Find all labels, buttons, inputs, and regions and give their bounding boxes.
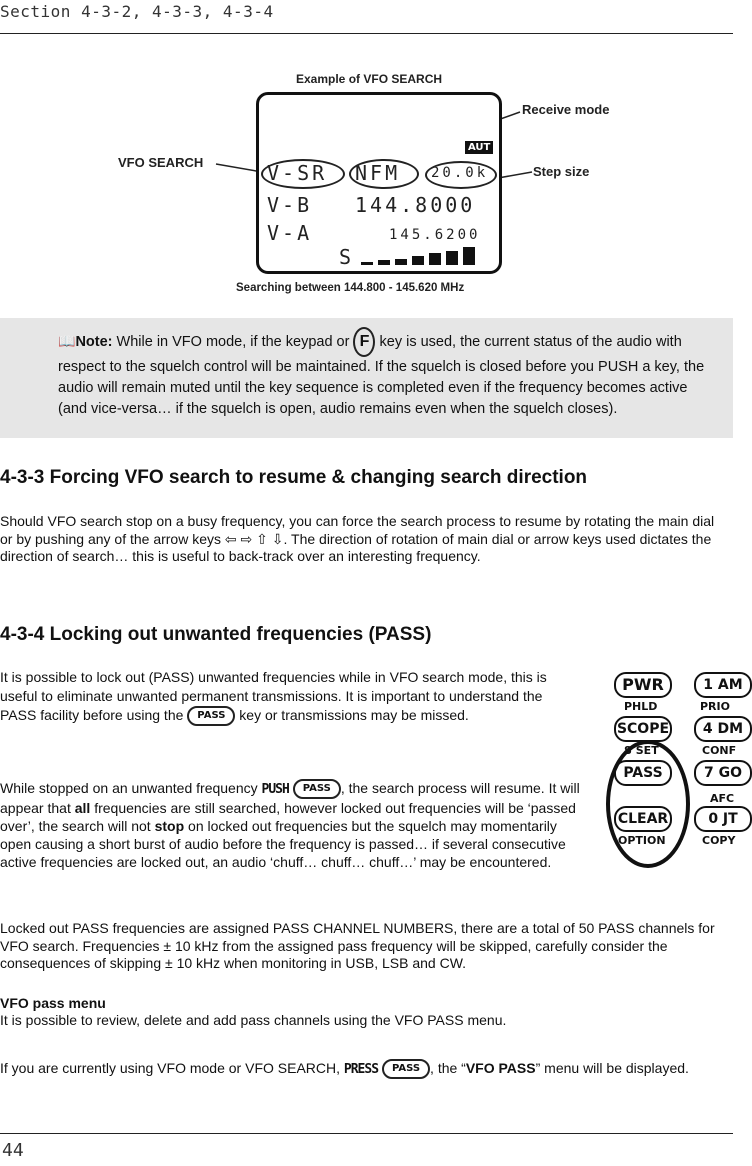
lcd-mode: V-SR bbox=[267, 161, 328, 185]
callout-vfo-search: VFO SEARCH bbox=[118, 155, 204, 170]
pass-key: PASS bbox=[614, 760, 672, 786]
signal-meter bbox=[361, 247, 479, 265]
signal-bar bbox=[378, 260, 390, 265]
sset-label: S SET bbox=[624, 744, 659, 757]
pass-key-icon-3: PASS bbox=[382, 1059, 430, 1079]
para-434-2 bbox=[0, 779, 582, 871]
section-header: Section 4-3-2, 4-3-3, 4-3-4 bbox=[0, 2, 274, 21]
copy-label: COPY bbox=[702, 834, 736, 847]
para-434-4: It is possible to review, delete and add pass channels using the VFO PASS menu. bbox=[0, 1012, 507, 1028]
para-434-5b: , the “ bbox=[430, 1060, 466, 1076]
note-icon: 📖 bbox=[58, 332, 76, 349]
para-434-3: Locked out PASS frequencies are assigned PASS CHANNEL NUMBERS, there are a total of 50 PASS channels for VFO search. Frequencies ± 10 kHz from the assigned pass frequency will be skipped, carefully consider the consequences of skipping ± 10 kHz when monitoring in USB, LSB and CW. bbox=[0, 920, 715, 971]
option-label: OPTION bbox=[618, 834, 666, 847]
lcd-rx-mode: NFM bbox=[355, 161, 401, 185]
signal-bar bbox=[429, 253, 441, 265]
key-1: 1 AM bbox=[694, 672, 752, 698]
signal-bar bbox=[446, 251, 458, 265]
pass-key-icon: PASS bbox=[187, 706, 235, 726]
figure-title: Example of VFO SEARCH bbox=[296, 72, 443, 86]
signal-bar bbox=[463, 247, 475, 265]
lcd-vfo-b-freq: 144.8000 bbox=[355, 193, 476, 217]
lcd-signal-label: S bbox=[339, 245, 355, 269]
key-0: 0 JT bbox=[694, 806, 752, 832]
footer-rule bbox=[0, 1133, 733, 1134]
signal-bar bbox=[395, 259, 407, 265]
note-text-c: audio with respect to the squelch control will be maintained. If the squelch is closed before you PUSH a key, the audio will remain muted until the key sequence is completed even if the frequency becomes active (and vice-versa… if the squelch is open, audio remains even when the squelch closes). bbox=[58, 333, 705, 417]
para-433: Should VFO search stop on a busy frequency, you can force the search process to resume by rotating the main dial or by pushing any of the arrow keys ⇦ ⇨ ⇧ ⇩. The direction of rotation of main dial or arrow keys used dictates the direction of search… this is useful to back-track over an interesting frequency. bbox=[0, 513, 715, 564]
key-4: 4 DM bbox=[694, 716, 752, 742]
f-key-icon: F bbox=[353, 327, 375, 357]
para-434-2c: frequencies are still searched, however locked out frequencies will be ‘passed over’, the search will not bbox=[0, 800, 576, 835]
para-434-5c: ” menu will be displayed. bbox=[535, 1060, 689, 1076]
figure-caption: Searching between 144.800 - 145.620 MHz bbox=[236, 282, 465, 294]
signal-bar bbox=[412, 256, 424, 265]
note-text-a: While in VFO mode, if the keypad or bbox=[116, 333, 350, 350]
vfo-pass-menu-heading: VFO pass menu bbox=[0, 995, 106, 1011]
afc-label: AFC bbox=[710, 792, 735, 805]
push-graphic: PUSH bbox=[261, 782, 289, 797]
para-434-5a: If you are currently using VFO mode or VFO SEARCH, bbox=[0, 1060, 341, 1076]
aut-indicator: AUT bbox=[465, 141, 493, 154]
key-7: 7 GO bbox=[694, 760, 752, 786]
note-text bbox=[58, 327, 718, 420]
clear-key: CLEAR bbox=[614, 806, 672, 832]
lcd-display bbox=[256, 92, 502, 274]
prio-label: PRIO bbox=[700, 700, 730, 713]
press-graphic: PRESS bbox=[343, 1062, 379, 1077]
lcd-vfo-a-label: V-A bbox=[267, 221, 313, 245]
para-434-1 bbox=[0, 668, 582, 726]
signal-bar bbox=[361, 262, 373, 265]
lcd-vfo-b-label: V-B bbox=[267, 193, 313, 217]
heading-433: 4-3-3 Forcing VFO search to resume & changing search direction bbox=[0, 467, 588, 488]
para-434-2b: , the search process will resume. It will appear that bbox=[0, 780, 580, 817]
keypad-illustration bbox=[598, 666, 744, 862]
para-434-2-all: all bbox=[74, 800, 91, 817]
lcd-step: 20.0k bbox=[431, 165, 489, 181]
para-434-2a: While stopped on an unwanted frequency bbox=[0, 780, 258, 796]
phld-label: PHLD bbox=[624, 700, 658, 713]
para-434-5 bbox=[0, 1056, 725, 1082]
para-434-1b: key or transmissions may be missed. bbox=[239, 707, 469, 723]
conf-label: CONF bbox=[702, 744, 737, 757]
note-label: Note: bbox=[75, 333, 113, 350]
para-434-1a: It is possible to lock out (PASS) unwanted frequencies while in VFO search mode, this is useful to eliminate unwanted permanent transmissions. It is important to understand the PASS facility before using the bbox=[0, 669, 547, 723]
scope-key: SCOPE bbox=[614, 716, 672, 742]
vfo-pass-label: VFO PASS bbox=[465, 1060, 536, 1076]
callout-step-size: Step size bbox=[533, 164, 590, 179]
lcd-vfo-a-freq: 145.6200 bbox=[389, 227, 481, 243]
note-text-b: key is used, the current status of the bbox=[379, 333, 613, 350]
para-434-2-stop: stop bbox=[154, 818, 185, 835]
page-number: 44 bbox=[2, 1140, 24, 1161]
pwr-key: PWR bbox=[614, 672, 672, 698]
heading-434: 4-3-4 Locking out unwanted frequencies (PASS) bbox=[0, 624, 432, 645]
pass-key-icon-2: PASS bbox=[293, 779, 341, 799]
callout-receive-mode: Receive mode bbox=[522, 102, 610, 117]
para-434-2d: on locked out frequencies but the squelch may momentarily open causing a short burst of audio before the frequency is passed… if several consecutive active frequencies are locked out, an audio ‘chuff… chuff… chuff…’ may be encountered. bbox=[0, 818, 566, 871]
highlight-oval bbox=[606, 740, 690, 868]
